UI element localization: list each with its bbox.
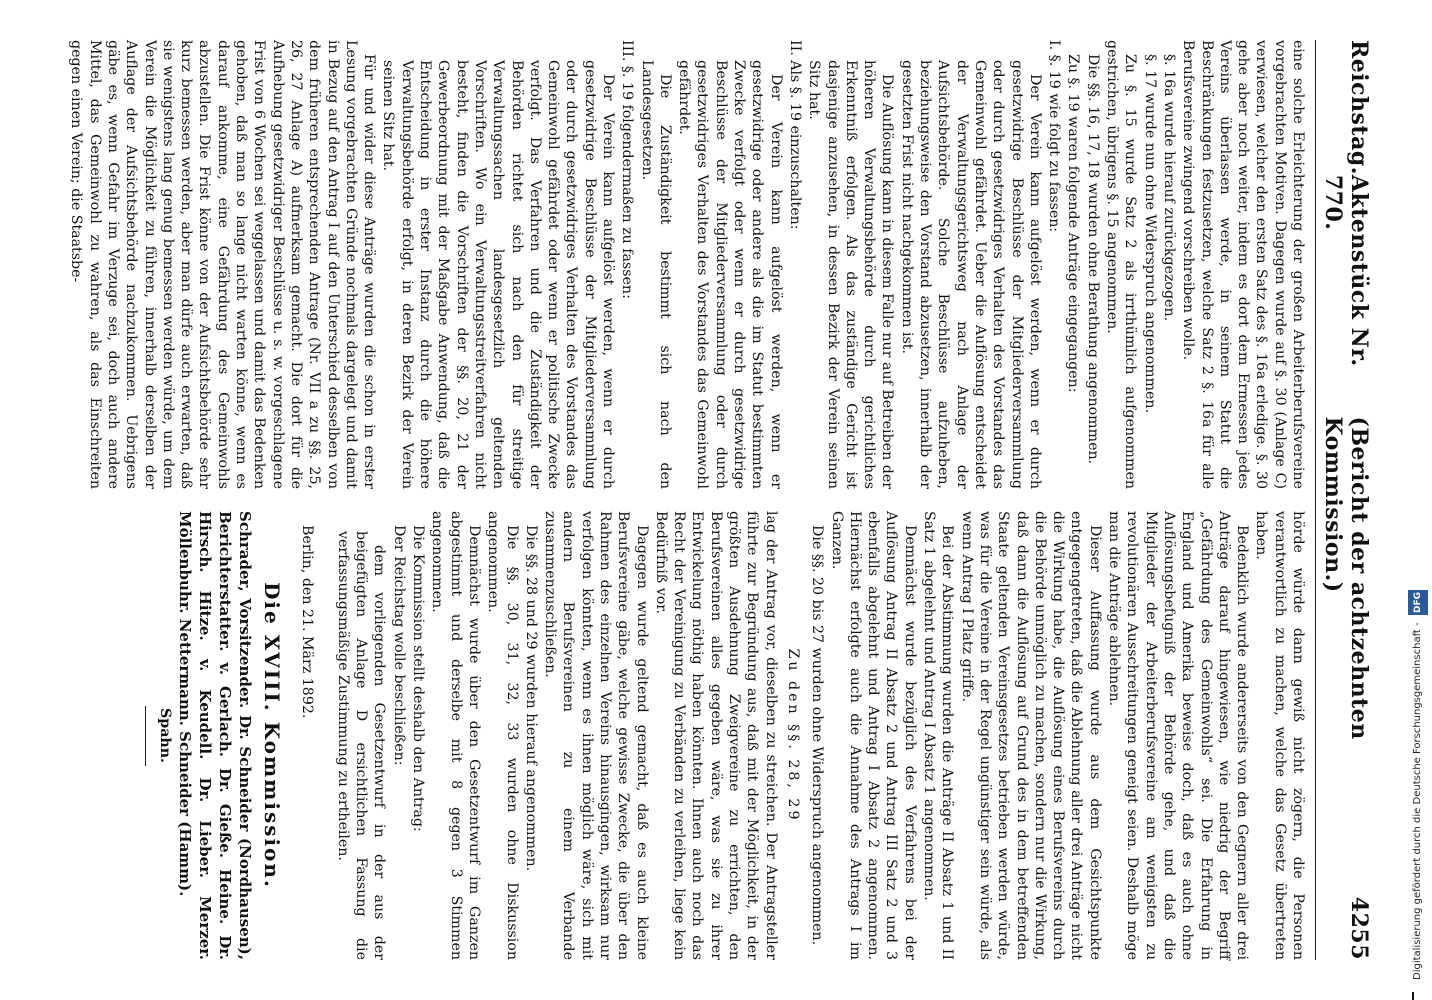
left-column-paragraph-9: II. Als §. 19 einzuschalten: [786, 40, 803, 230]
left-column-paragraph-3: Zu §. 15 wurde Satz 2 als irrthümlich aufgenommen gestrichen, übrigens §. 15 angenommen. [1104, 40, 1139, 489]
closing-rule [145, 706, 146, 766]
right-column-paragraph-3: Bei der Abstimmung wurden die Anträge II Absatz 1 und II Satz 1 abgelehnt und Antrag I Absatz 1 angenommen. [921, 511, 956, 960]
left-column-paragraph-10: Der Verein kann aufgelöst werden, wenn er gesetzwidrige oder andere als die im Statut bestimmten Zwecke verfolgt oder wenn er durch gesetzwidrige Beschlüsse der Mitgliederversammlung oder durch gesetzwidriges Verhalten des Vorstandes das Gemeinwohl gefährdet. [676, 60, 784, 489]
digitization-note [1408, 120, 1426, 980]
right-column-paragraph-7: lag der Antrag vor, dieselben zu streichen. Der Antragsteller führte zur Begründung aus, daß mit der Möglichkeit, in der größten Ausdehnung Zweigvereine zu errichten, den Berufsvereinen alles gegeben wäre, was sie zu ihrer Entwickelung nöthig haben könnten. Ihnen auch noch das Recht der Vereinigung zu Verbänden zu verleihen, liege kein Bedürfniß vor. [652, 511, 779, 960]
header-left: Reichstag. [1346, 40, 1372, 175]
right-column [66, 511, 1307, 960]
right-column-paragraph-8: Dagegen wurde geltend gemacht, daß es auch kleine Berufsvereine gäbe, welche gewisse Zwecke, die über den Rahmen des einzelnen Vereins hinausgingen, wirksam nur verfolgen könnten, wenn es ihnen möglich wäre, sich mit andern Berufsvereinen zu einem Verbande zusammenzuschließen. [542, 511, 650, 960]
left-column-paragraph-12: III. §. 19 folgendermaßen zu fassen: [619, 40, 636, 299]
left-column-paragraph-11: Die Zuständigkeit bestimmt sich nach den Landesgesetzen. [638, 60, 673, 489]
right-column-paragraph-9: Die §§. 28 und 29 wurden hierauf angenommen. [522, 525, 539, 872]
left-column-paragraph-8: Die Auflösung kann in diesem Falle nur auf Betreiben der höheren Verwaltungsbehörde durch gerichtliches Erkenntniß erfolgen. Als das zuständige Gericht ist dasjenige anzusehen, in dessen Bezirk der Verein seinen Sitz hat. [806, 60, 896, 489]
left-column-paragraph-13: Der Verein kann aufgelöst werden, wenn er durch gesetzwidrige Beschlüsse der Mitgliederversammlung oder durch gesetzwidriges Verhalten des Vorstandes das Gemeinwohl gefährdet oder wenn er politische Zwecke verfolgt. Das Verfahren und die Zuständigkeit der Behörden richtet sich nach den für streitige Verwaltungssachen landesgesetzlich geltenden Vorschriften. Wo ein Verwaltungsstreitverfahren nicht besteht, finden die Vorschriften der §§. 20, 21 der Gewerbeordnung mit der Maßgabe Anwendung, daß die Entscheidung in erster Instanz durch die höhere Verwaltungsbehörde erfolgt, in deren Bezirk der Verein seinen Sitz hat. [380, 60, 617, 489]
page-number: 4255 [1346, 896, 1372, 960]
left-column-paragraph-7: Der Verein kann aufgelöst werden, wenn er durch gesetzwidrige Beschlüsse der Mitgliederversammlung oder durch gesetzwidriges Verhalten des Vorstandes das Gemeinwohl gefährdet. Ueber die Auflösung entscheidet der Verwaltungsgerichtsweg nach Anlage der Aufsichtsbehörde. Solche Beschlüsse aufzuheben, beziehungsweise den Vorstand abzusetzen, innerhalb der gesetzten Frist nicht nachgekommen ist. [898, 60, 1043, 489]
left-column-paragraph-0: eine solche Erleichterung der großen Arbeiterberufsvereine vorgebrachten Motiven. Dagegen wurde auf §. 30 (Anlage C) verwiesen, welcher den ersten Satz des §. 16a erledige. §. 30 gehe aber noch weiter, indem es dort dem Ermessen jedes Vereins überlassen werde, in seinem Statut die Beschränkungen festzusetzen, welche Satz 2 §. 16a für alle Berufsvereine zwingend vorschreiben wolle. [1180, 40, 1306, 489]
right-column-paragraph-11: Demnächst wurde über den Gesetzentwurf im Ganzen abgestimmt und derselbe mit 8 gegen 3 Stimmen angenommen. [429, 511, 482, 960]
right-column-paragraph-6: Zu den §§. 28, 29 [784, 648, 801, 823]
right-column-paragraph-15: Berlin, den 21. März 1892. [298, 525, 315, 719]
left-column-paragraph-14: Für und wider diese Anträge wurden die schon in erster Lesung vorgebrachten Gründe nochmals dargelegt und damit in Bezug auf den Antrag I auf den Unterschied desselben von dem früheren entsprechenden Antrage (Nr. VII a zu §§. 25, 26, 27 Anlage A) aufmerksam gemacht. Die dort für die Aufhebung gesetzwidriger Beschlüsse u. s. w. vorgeschlagene Frist von 6 Wochen sei weggelassen und damit das Bedenken gehoben, daß man so lange nicht warten könne, wenn es darauf ankomme, eine Gefährdung des Gemeinwohls abzustellen. Die Frist könne von der Aufsichtsbehörde sehr kurz bemessen werden, aber man dürfe auch erwarten, daß sie wenigstens lang genug bemessen werden würde, um dem Verein die Möglichkeit zu führen, innerhalb derselben der Auflage der Aufsichtsbehörde nachzukommen. Uebrigens gäbe es, wenn Gefahr im Verzuge sei, doch auch andere Mittel, das Gemeinwohl zu wahren, als das Einschreiten gegen einen Verein; die Staatsbe- [68, 40, 378, 489]
left-column-paragraph-1: §. 16a wurde hierauf zurückgezogen. [1160, 54, 1177, 322]
left-column-paragraph-4: Die §§. 16, 17, 18 wurden ohne Berathung angenommen. [1084, 54, 1101, 465]
dfg-logo: DFG [1408, 590, 1428, 615]
right-column-paragraph-1: Bedenklich wurde andererseits von den Gegnern aller drei Anträge darauf hingewiesen, wie niedrig der Begriff „Gefährdung des Gemeinwohls“ sei. Die Erfahrung in England und Amerika beweise doch, daß es auch ohne Auflösungsbefugniß der Behörde gehe, und daß die Mitglieder der Arbeiterberufsvereine am wenigsten zu revolutionären Ausschreitungen geneigt seien. Deshalb möge man die Anträge ablehnen. [1106, 511, 1251, 960]
digitization-text: Digitalisierung gefördert durch die Deutsche Forschungsgemeinschaft - [1412, 622, 1423, 980]
header-document-number: Aktenstück Nr. 770. [1320, 174, 1372, 367]
right-column-paragraph-16: Die XVIII. Kommission. [260, 582, 285, 889]
right-column-paragraph-2: Dieser Auffassung wurde aus dem Gesichtspunkte entgegengetreten, daß die Ablehnung aller drei Anträge nicht die Wirkung habe, die Auflösung eines Berufsvereins durch die Behörde unmöglich zu machen, sondern nur die Wirkung, daß dann die Auflösung auf Grund des in dem betreffenden Staate geltenden Vereinsgesetzes betrieben werden würde, was für die Vereine in der Regel ungünstiger sein würde, als wenn Antrag I Platz griffe. [958, 511, 1103, 960]
right-column-paragraph-0: hörde würde dann gewiß nicht zögern, die Personen verantwortlich zu machen, welche das Gesetz übertreten haben. [1253, 511, 1306, 960]
right-column-paragraph-5: Die §§. 20 bis 27 wurden ohne Widerspruch angenommen. [809, 525, 826, 946]
text-columns [66, 40, 1307, 960]
right-column-paragraph-14: dem vorliegenden Gesetzentwurf in der aus der beigefügten Anlage D ersichtlichen Fassung die verfassungsmäßige Zustimmung zu ertheilen. [334, 531, 388, 960]
right-column-paragraph-10: Die §§. 30, 31, 32, 33 wurden ohne Diskussion angenommen. [485, 511, 520, 960]
left-column-paragraph-5: Zu §. 19 waren folgende Anträge eingegangen: [1065, 54, 1082, 393]
left-column [66, 40, 1307, 489]
right-column-paragraph-17: Schrader, Vorsitzender. Dr. Schneider (Nordhausen), Berichterstatter. v. Gerlach. Dr. Gieße. Heine. Dr. Hirsch. Hitze. v. Keudell. Dr. Lieber. Merzer. Möllenbuhr. Nettermann. Schneider (Hamm). [175, 511, 254, 960]
right-column-paragraph-12: Die Kommission stellt deshalb den Antrag: [410, 525, 427, 832]
scan-mark [1412, 992, 1414, 1000]
left-column-paragraph-6: I. §. 19 wie folgt zu fassen: [1046, 40, 1063, 233]
right-column-paragraph-18: Spahn. [156, 708, 173, 763]
header-report-title: (Bericht der achtzehnten Kommission.) [1320, 416, 1372, 740]
page-header [1315, 40, 1372, 960]
right-column-paragraph-4: Demnächst wurde bezüglich des Verfahrens bei der Auflösung Antrag II Absatz 2 und Antrag III Satz 2 und 3 ebenfalls abgelehnt und Antrag I Absatz 2 angenommen. Hiernächst erfolgte auch die Annahme des Antrags I im Ganzen. [828, 511, 918, 960]
left-column-paragraph-2: §. 17 wurde nun ohne Widerspruch angenommen. [1141, 54, 1158, 414]
right-column-paragraph-13: Der Reichstag wolle beschließen: [390, 525, 407, 766]
